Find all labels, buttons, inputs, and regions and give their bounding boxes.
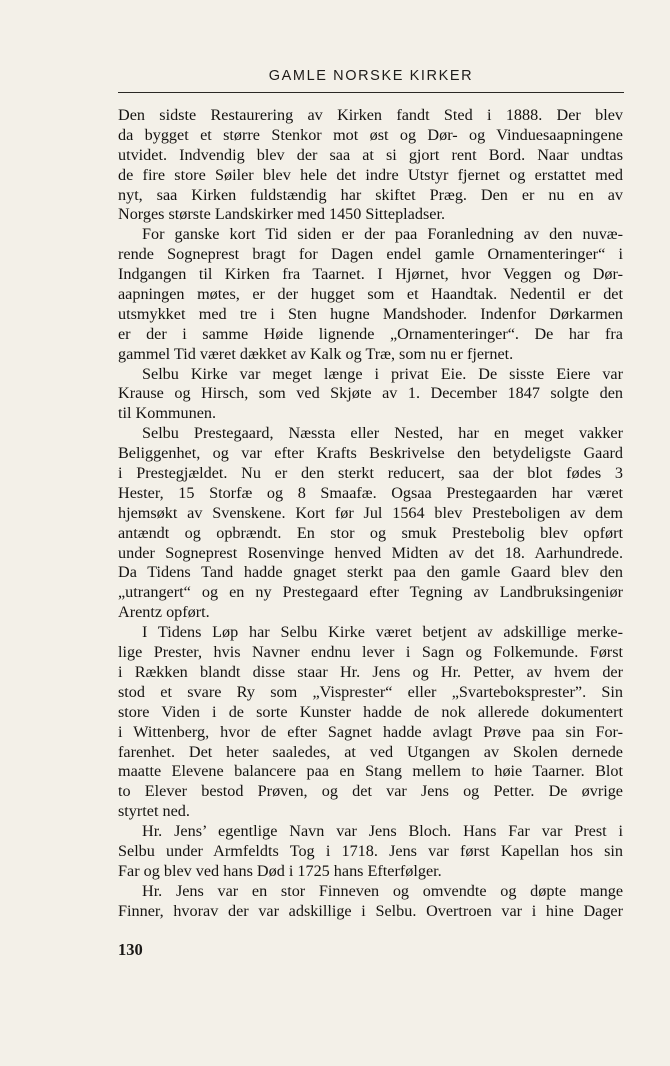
text-line: Hr. Jens’ egentlige Navn var Jens Bloch. Hans Far var Prest i [142, 822, 623, 841]
text-line: hjemsøkt av Svenskene. Kort før Jul 1564 blev Presteboligen av dem [118, 503, 623, 522]
text-line: i Rækken blandt disse staar Hr. Jens og Hr. Petter, av hvem der [118, 662, 623, 681]
text-line: nyt, saa Kirken fuldstændig har skiftet Præg. Den er nu en av [118, 185, 623, 204]
text-line: store Viden i de sorte Kunster hadde de nok allerede dokumentert [118, 702, 623, 721]
text-line: Norges største Landskirker med 1450 Sittepladser. [118, 205, 445, 224]
text-line: styrtet ned. [118, 802, 190, 821]
text-line: Finner, hvorav der var adskillige i Selbu. Overtroen var i hine Dager [118, 901, 623, 920]
text-line: Da Tidens Tand hadde gnaget sterkt paa den gamle Gaard blev den [118, 563, 623, 582]
text-line: maatte Elevene balancere paa en Stang mellem to høie Taarner. Blot [118, 762, 623, 781]
body-text [118, 106, 623, 922]
running-title: GAMLE NORSKE KIRKER [268, 68, 474, 84]
text-line: I Tidens Løp har Selbu Kirke været betjent av adskillige merke- [142, 623, 623, 642]
text-line: Hester, 15 Storfæ og 8 Smaafæ. Ogsaa Prestegaarden har været [118, 483, 623, 502]
text-line: lige Prester, hvis Navner endnu lever i Sagn og Folkemunde. Først [118, 643, 623, 662]
text-line: er der i samme Høide lignende „Ornamenteringer“. De har fra [118, 324, 623, 343]
text-line: stod et svare Ry som „Visprester“ eller „Svartebokspresterˮ. Sin [118, 682, 623, 701]
text-line: i Wittenberg, hvor de efter Sagnet hadde avlagt Prøve paa sin For- [118, 722, 623, 741]
text-line: under Sogneprest Rosenvinge henved Midten av det 18. Aarhundrede. [118, 543, 623, 562]
text-line: Selbu under Armfeldts Tog i 1718. Jens var først Kapellan hos sin [118, 841, 623, 860]
text-line: Far og blev ved hans Død i 1725 hans Efterfølger. [118, 861, 442, 880]
text-line: antændt og opbrændt. En stor og smuk Prestebolig blev opført [118, 523, 623, 542]
text-line: „utrangert“ og en ny Prestegaard efter Tegning av Landbruksingeniør [118, 583, 623, 602]
text-line: rende Sogneprest bragt for Dagen endel gamle Ornamenteringer“ i [118, 245, 623, 264]
text-line: til Kommunen. [118, 404, 217, 423]
text-line: i Prestegjældet. Nu er den sterkt reducert, saa der blot fødes 3 [118, 464, 623, 483]
header-rule [118, 92, 624, 93]
text-line: Den sidste Restaurering av Kirken fandt Sted i 1888. Der blev [118, 106, 623, 124]
text-line: da bygget et større Stenkor mot øst og Dør- og Vinduesaapningene [118, 125, 623, 144]
text-line: aapningen møtes, er der hugget som et Haandtak. Nedentil er det [118, 285, 623, 304]
page-number: 130 [118, 940, 143, 959]
text-line: For ganske kort Tid siden er der paa Foranledning av den nuvæ- [142, 225, 623, 244]
text-line: farenhet. Det heter saaledes, at ved Utgangen av Skolen dernede [118, 742, 623, 761]
text-line: utvidet. Indvendig blev der saa at si gjort rent Bord. Naar undtas [118, 145, 623, 164]
text-line: Beliggenhet, og var efter Krafts Beskrivelse den betydeligste Gaard [118, 444, 623, 463]
text-line: Krause og Hirsch, som ved Skjøte av 1. December 1847 solgte den [118, 384, 623, 403]
text-line: Hr. Jens var en stor Finneven og omvendte og døpte mange [142, 881, 623, 900]
text-line: Arentz opført. [118, 603, 210, 622]
text-line: to Elever bestod Prøven, og det var Jens og Petter. De øvrige [118, 782, 623, 801]
text-line: Selbu Prestegaard, Næssta eller Nested, har en meget vakker [142, 424, 623, 443]
text-line: Selbu Kirke var meget længe i privat Eie. De sisste Eiere var [142, 364, 623, 383]
text-line: gammel Tid været dækket av Kalk og Træ, som nu er fjernet. [118, 344, 514, 363]
text-line: Indgangen til Kirken fra Taarnet. I Hjørnet, hvor Veggen og Dør- [118, 265, 623, 284]
text-line: de fire store Søiler blev hele det indre Utstyr fjernet og erstattet med [118, 165, 623, 184]
text-line: utsmykket med tre i Sten hugne Mandshoder. Indenfor Dørkarmen [118, 304, 623, 323]
